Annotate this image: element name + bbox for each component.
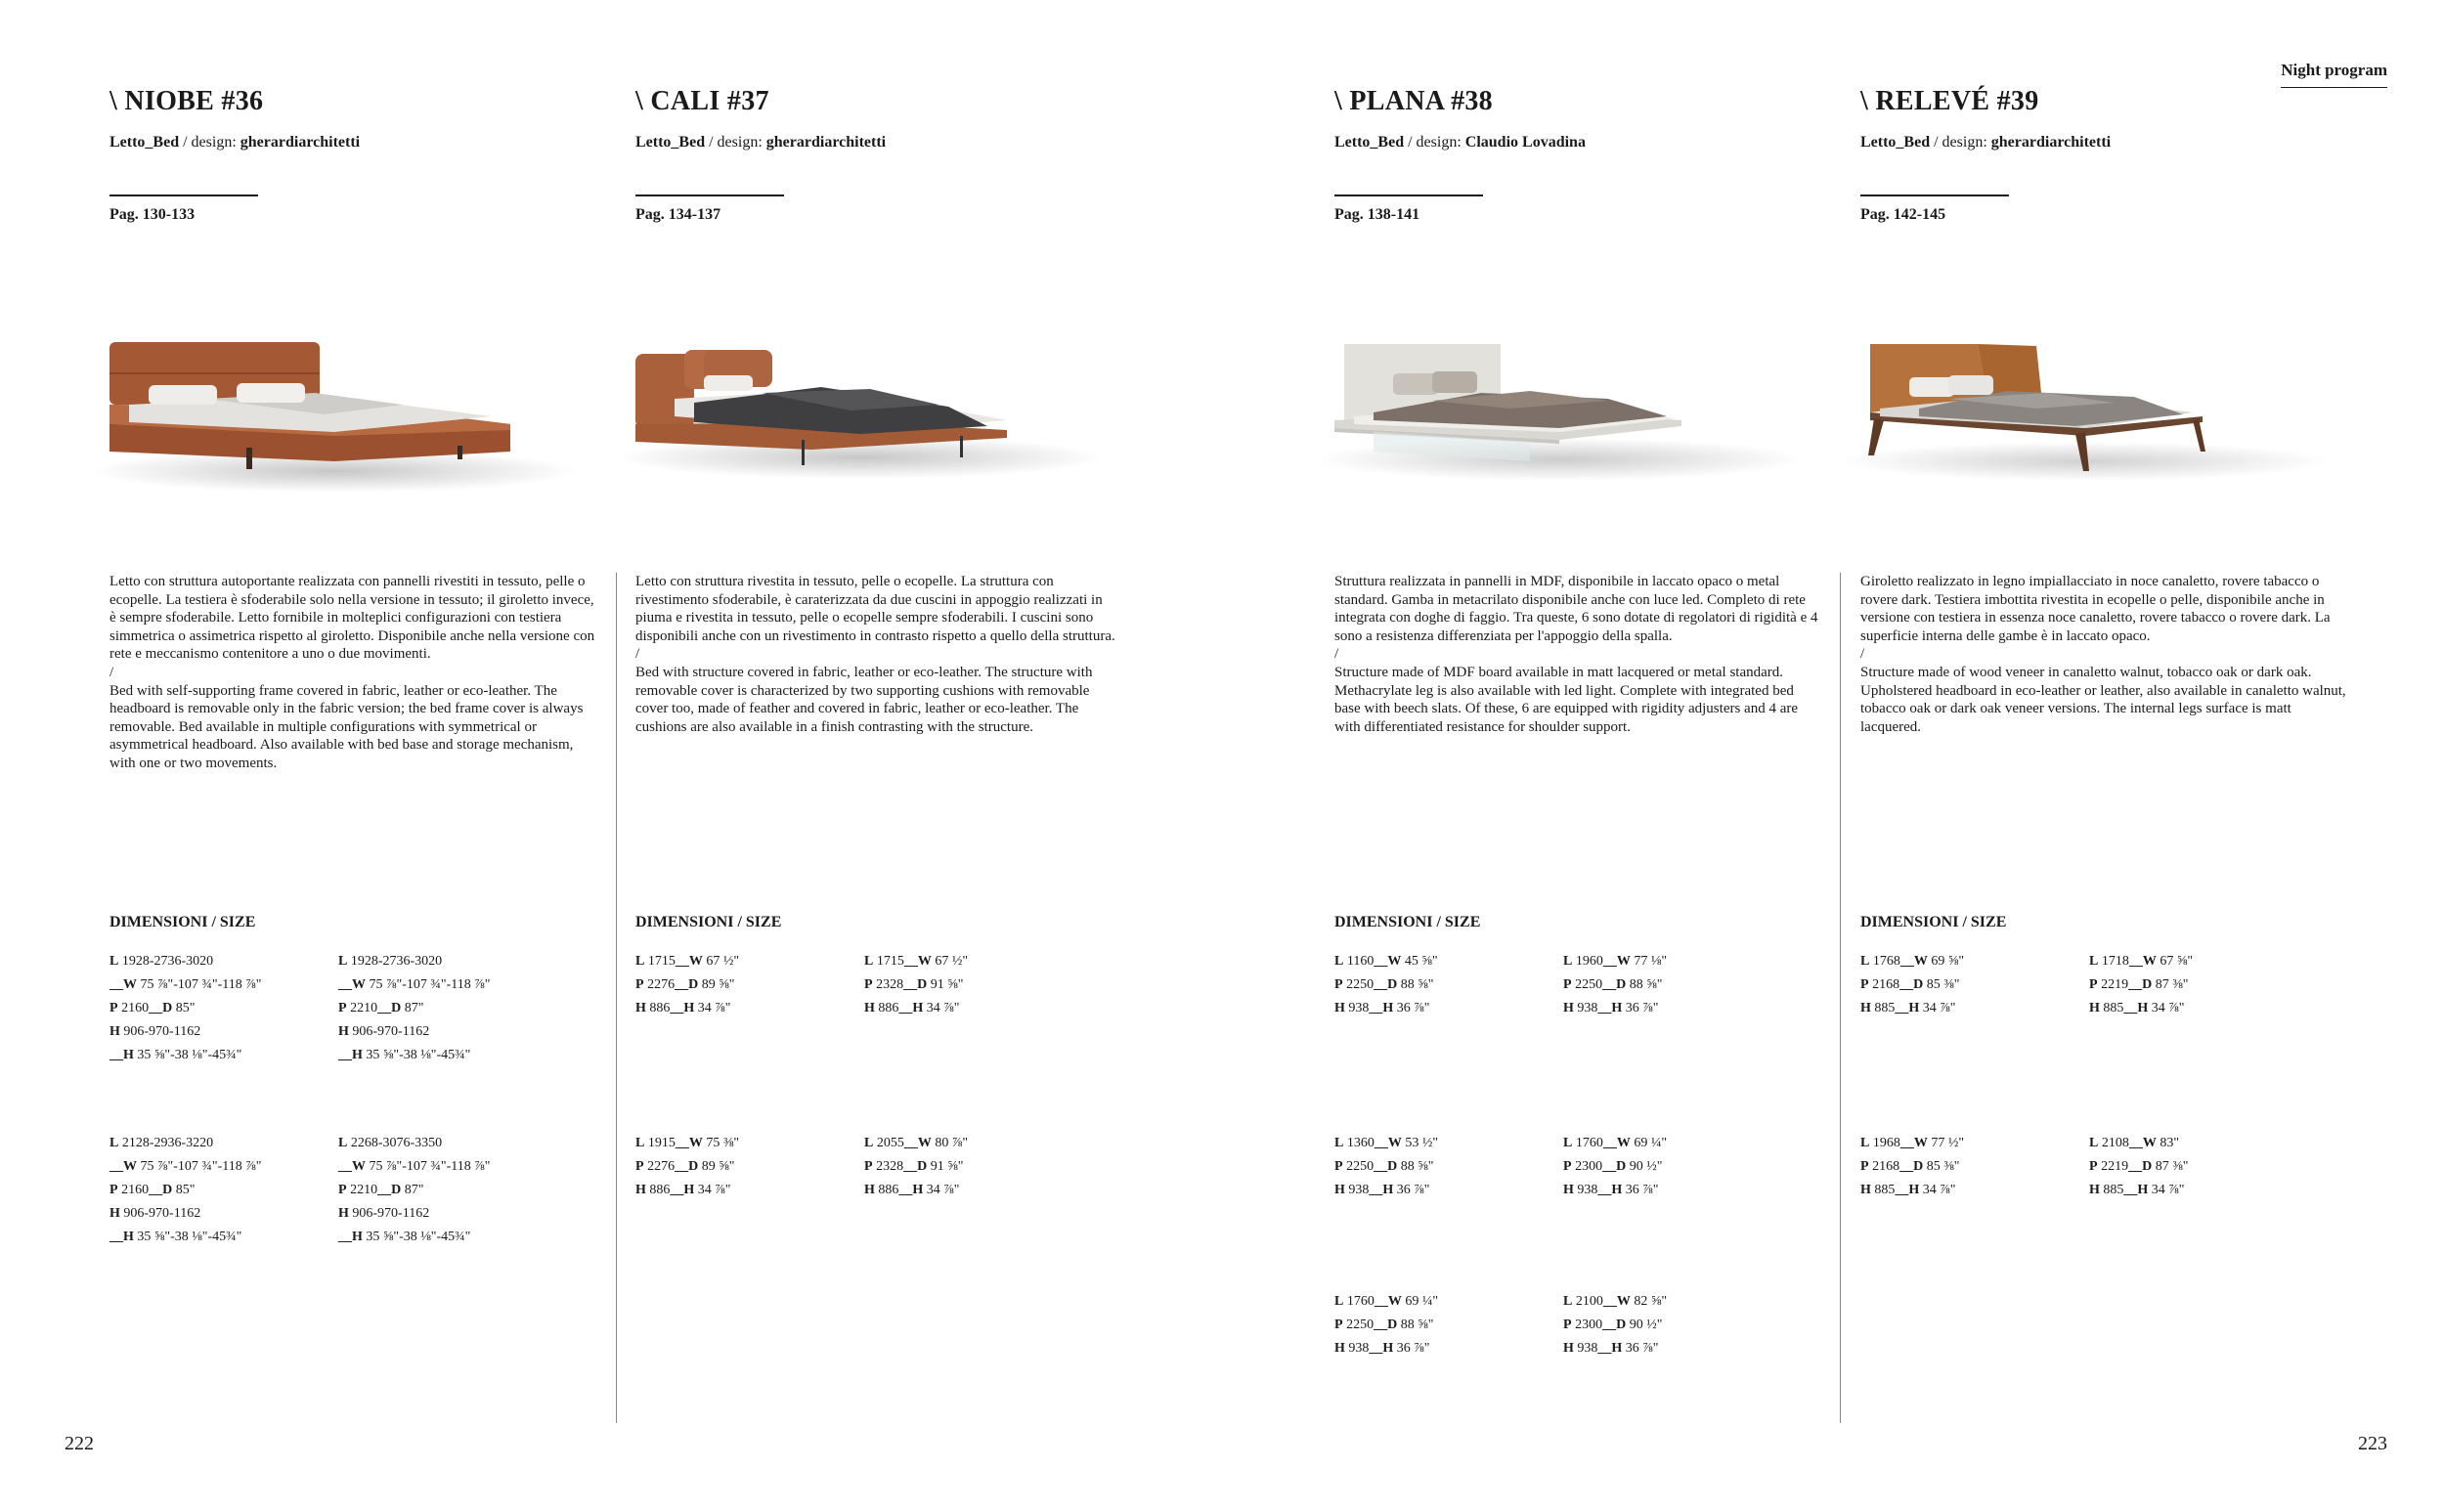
dim-line: L 1915__W 75 ⅜"	[635, 1136, 740, 1150]
dim-line: P 2276__D 89 ⅝"	[635, 1159, 735, 1174]
description-english: Bed with self-supporting frame covered in fabric, leather or eco-leather. The headboard is removable only in the fabric version; the bed frame cover is always removable. Bed available in multiple configurations with symmetrical or asymmetrical headboard. Also available with bed base and storage mechanism, with one or two movements.	[109, 682, 584, 771]
design-label: / design:	[179, 134, 240, 151]
dim-line: L 1760__W 69 ¼"	[1334, 1294, 1439, 1309]
dim-line: __W 75 ⅞"-107 ¾"-118 ⅞"	[338, 977, 491, 992]
dim-line: L 2100__W 82 ⅝"	[1563, 1294, 1668, 1309]
dimensions-title: DIMENSIONI / SIZE	[1860, 914, 2007, 930]
description-english: Structure made of wood veneer in canaletto walnut, tobacco oak or dark oak. Upholstered headboard in eco-leather or leather, also available in canaletto walnut, tobacco oak or dark oak veneer versions. The internal legs surface is matt lacquered.	[1860, 664, 2346, 735]
dim-line: P 2219__D 87 ⅜"	[2089, 977, 2189, 992]
dimension-block	[1334, 950, 1438, 1020]
dimension-block	[2089, 1132, 2188, 1202]
dim-line: L 1715__W 67 ½"	[635, 954, 740, 969]
description-italian: Letto con struttura autoportante realizzata con pannelli rivestiti in tessuto, pelle o ecopelle. La testiera è sfoderabile solo nella versione in tessuto; il giroletto invece, è sempre sfoderabile. Letto fornibile in molteplici configurazioni con testiera simmetrica o assimetrica rispetto al giroletto. Disponibile anche nella versione con rete e meccanismo contenitore a uno o due movimenti.	[109, 574, 595, 663]
dim-line: H 906-970-1162	[338, 1024, 430, 1039]
dim-line: P 2168__D 85 ⅜"	[1860, 977, 1960, 992]
description-italian: Struttura realizzata in pannelli in MDF, disponibile in laccato opaco o metal standard. Gamba in metacrilato disponibile anche con luce led. Completo di rete integrata con doghe di faggio. Tra queste, 6 sono dotate di regolatori di rigidità e 4 sono a resistenza differenziata per l'appoggio della spalla.	[1334, 574, 1818, 644]
dim-line: __W 75 ⅞"-107 ¾"-118 ⅞"	[109, 1159, 262, 1174]
dim-line: H 906-970-1162	[338, 1206, 430, 1221]
designer-name: Claudio Lovadina	[1464, 134, 1586, 151]
dim-line: L 1360__W 53 ½"	[1334, 1136, 1439, 1150]
product-subtitle	[109, 134, 360, 151]
dim-line: L 1928-2736-3020	[109, 954, 214, 969]
dim-line: H 886__H 34 ⅞"	[864, 1001, 960, 1015]
dim-line: H 938__H 36 ⅞"	[1334, 1341, 1430, 1356]
dim-line: H 886__H 34 ⅞"	[635, 1183, 731, 1197]
dimension-block	[1860, 950, 1964, 1020]
bed-photo-cali	[616, 315, 1105, 510]
dim-line: H 906-970-1162	[109, 1206, 201, 1221]
dim-line: H 938__H 36 ⅞"	[1334, 1001, 1430, 1015]
dim-line: P 2328__D 91 ⅝"	[864, 977, 964, 992]
title-rule	[635, 194, 784, 196]
dimension-block	[635, 1132, 739, 1202]
dim-line: L 1715__W 67 ½"	[864, 954, 969, 969]
description-separator: /	[1860, 646, 1865, 663]
description-italian: Giroletto realizzato in legno impiallacciato in noce canaletto, rovere tabacco o rovere dark. Testiera imbottita rivestita in ecopelle o pelle, disponibile anche in versione con testiera in essenza noce canaletto, rovere tabacco o rovere dark. La superficie interna delle gambe è in laccato opaco.	[1860, 574, 2331, 644]
design-label: / design:	[705, 134, 766, 151]
dimension-block	[109, 1132, 261, 1249]
product-type: Letto_Bed	[109, 134, 180, 151]
dim-line: H 886__H 34 ⅞"	[864, 1183, 960, 1197]
dim-line: __H 35 ⅝"-38 ⅛"-45¾"	[109, 1230, 242, 1244]
dimension-block	[1563, 950, 1667, 1020]
page-reference: Pag. 142-145	[1860, 206, 1946, 223]
dim-line: L 2128-2936-3220	[109, 1136, 214, 1150]
dim-line: P 2300__D 90 ½"	[1563, 1318, 1663, 1332]
dimensions-title: DIMENSIONI / SIZE	[109, 914, 256, 930]
description-separator: /	[109, 664, 114, 680]
dim-line: P 2328__D 91 ⅝"	[864, 1159, 964, 1174]
dim-line: H 938__H 36 ⅞"	[1563, 1183, 1659, 1197]
product-title: \ NIOBE #36	[109, 86, 264, 116]
dimension-block	[2089, 950, 2193, 1020]
dim-line: P 2160__D 85"	[109, 1183, 196, 1197]
dimension-block	[1860, 1132, 1964, 1202]
dim-line: P 2210__D 87"	[338, 1183, 424, 1197]
dim-line: __H 35 ⅝"-38 ⅛"-45¾"	[109, 1048, 242, 1062]
column-divider	[616, 573, 617, 1423]
dimension-block	[864, 1132, 968, 1202]
dimension-block	[338, 1132, 490, 1249]
dim-line: L 1928-2736-3020	[338, 954, 443, 969]
design-label: / design:	[1930, 134, 1991, 151]
description-italian: Letto con struttura rivestita in tessuto, pelle o ecopelle. La struttura con rivestimento sfoderabile, è caraterizzata da due cuscini in appoggio realizzati in piuma e rivestita in tessuto, pelle o ecopelle sempre sfoderabili. I cuscini sono disponibili anche con un rivestimento in contrasto rispetto a quello della struttura.	[635, 574, 1115, 644]
dim-line: P 2219__D 87 ⅜"	[2089, 1159, 2189, 1174]
dim-line: L 1768__W 69 ⅝"	[1860, 954, 1965, 969]
designer-name: gherardiarchitetti	[1990, 134, 2112, 151]
dim-line: __H 35 ⅝"-38 ⅛"-45¾"	[338, 1230, 471, 1244]
bed-photo-plana	[1315, 315, 1804, 510]
designer-name: gherardiarchitetti	[240, 134, 361, 151]
dimension-block	[1563, 1290, 1667, 1361]
page-reference: Pag. 130-133	[109, 206, 196, 223]
dim-line: P 2168__D 85 ⅜"	[1860, 1159, 1960, 1174]
dim-line: P 2250__D 88 ⅝"	[1563, 977, 1663, 992]
dim-line: L 1960__W 77 ⅛"	[1563, 954, 1668, 969]
design-label: / design:	[1404, 134, 1465, 151]
description-separator: /	[635, 646, 640, 663]
product-type: Letto_Bed	[635, 134, 706, 151]
page-reference: Pag. 134-137	[635, 206, 721, 223]
bed-photo-niobe	[90, 315, 579, 510]
product-subtitle	[635, 134, 886, 151]
dim-line: H 906-970-1162	[109, 1024, 201, 1039]
dim-line: L 1718__W 67 ⅝"	[2089, 954, 2194, 969]
description-english: Bed with structure covered in fabric, leather or eco-leather. The structure with removable cover is characterized by two supporting cushions with removable cover too, made of feather and covered in fabric, leather or eco-leather. The cushions are also available in a finish contrasting with the structure.	[635, 664, 1093, 735]
dimension-block	[1334, 1290, 1438, 1361]
dim-line: L 1968__W 77 ½"	[1860, 1136, 1965, 1150]
product-title: \ CALI #37	[635, 86, 769, 116]
dim-line: P 2250__D 88 ⅝"	[1334, 1318, 1434, 1332]
page-number-left: 222	[65, 1433, 94, 1454]
dim-line: L 2268-3076-3350	[338, 1136, 443, 1150]
dimension-block	[338, 950, 490, 1067]
dimension-block	[864, 950, 968, 1020]
title-rule	[1860, 194, 2009, 196]
page-number-right: 223	[2358, 1433, 2387, 1454]
dim-line: L 2108__W 83"	[2089, 1136, 2180, 1150]
designer-name: gherardiarchitetti	[765, 134, 887, 151]
product-title: \ RELEVÉ #39	[1860, 86, 2039, 116]
page-reference: Pag. 138-141	[1334, 206, 1420, 223]
product-type: Letto_Bed	[1334, 134, 1405, 151]
dim-line: H 885__H 34 ⅞"	[2089, 1001, 2185, 1015]
product-title: \ PLANA #38	[1334, 86, 1493, 116]
description-separator: /	[1334, 646, 1339, 663]
dim-line: H 938__H 36 ⅞"	[1563, 1341, 1659, 1356]
dim-line: L 1160__W 45 ⅝"	[1334, 954, 1438, 969]
dimension-block	[109, 950, 261, 1067]
dimension-block	[635, 950, 739, 1020]
description-english: Structure made of MDF board available in matt lacquered or metal standard. Methacrylate leg is also available with led light. Complete with integrated bed base with beech slats. Of these, 6 are equipped with rigidity adjusters and 4 are with differentiated resistance for shoulder support.	[1334, 664, 1799, 735]
dim-line: __W 75 ⅞"-107 ¾"-118 ⅞"	[109, 977, 262, 992]
dim-line: H 886__H 34 ⅞"	[635, 1001, 731, 1015]
dim-line: __H 35 ⅝"-38 ⅛"-45¾"	[338, 1048, 471, 1062]
title-rule	[109, 194, 258, 196]
product-description	[1334, 573, 1823, 736]
column-divider	[1840, 573, 1841, 1423]
dim-line: P 2160__D 85"	[109, 1001, 196, 1015]
dimension-block	[1334, 1132, 1438, 1202]
dim-line: H 885__H 34 ⅞"	[2089, 1183, 2185, 1197]
product-description	[109, 573, 598, 773]
dim-line: H 885__H 34 ⅞"	[1860, 1001, 1956, 1015]
dim-line: __W 75 ⅞"-107 ¾"-118 ⅞"	[338, 1159, 491, 1174]
product-subtitle	[1334, 134, 1586, 151]
dim-line: P 2210__D 87"	[338, 1001, 424, 1015]
dim-line: P 2300__D 90 ½"	[1563, 1159, 1663, 1174]
dimensions-title: DIMENSIONI / SIZE	[1334, 914, 1481, 930]
dim-line: P 2250__D 88 ⅝"	[1334, 1159, 1434, 1174]
product-subtitle	[1860, 134, 2111, 151]
dim-line: P 2250__D 88 ⅝"	[1334, 977, 1434, 992]
dim-line: L 2055__W 80 ⅞"	[864, 1136, 969, 1150]
product-description	[1860, 573, 2349, 736]
dimension-block	[1563, 1132, 1667, 1202]
dim-line: L 1760__W 69 ¼"	[1563, 1136, 1668, 1150]
dimensions-title: DIMENSIONI / SIZE	[635, 914, 782, 930]
section-label: Night program	[2281, 61, 2387, 88]
dim-line: H 938__H 36 ⅞"	[1334, 1183, 1430, 1197]
bed-photo-releve	[1841, 315, 2330, 510]
dim-line: P 2276__D 89 ⅝"	[635, 977, 735, 992]
product-description	[635, 573, 1124, 736]
dim-line: H 938__H 36 ⅞"	[1563, 1001, 1659, 1015]
product-type: Letto_Bed	[1860, 134, 1931, 151]
dim-line: H 885__H 34 ⅞"	[1860, 1183, 1956, 1197]
title-rule	[1334, 194, 1483, 196]
